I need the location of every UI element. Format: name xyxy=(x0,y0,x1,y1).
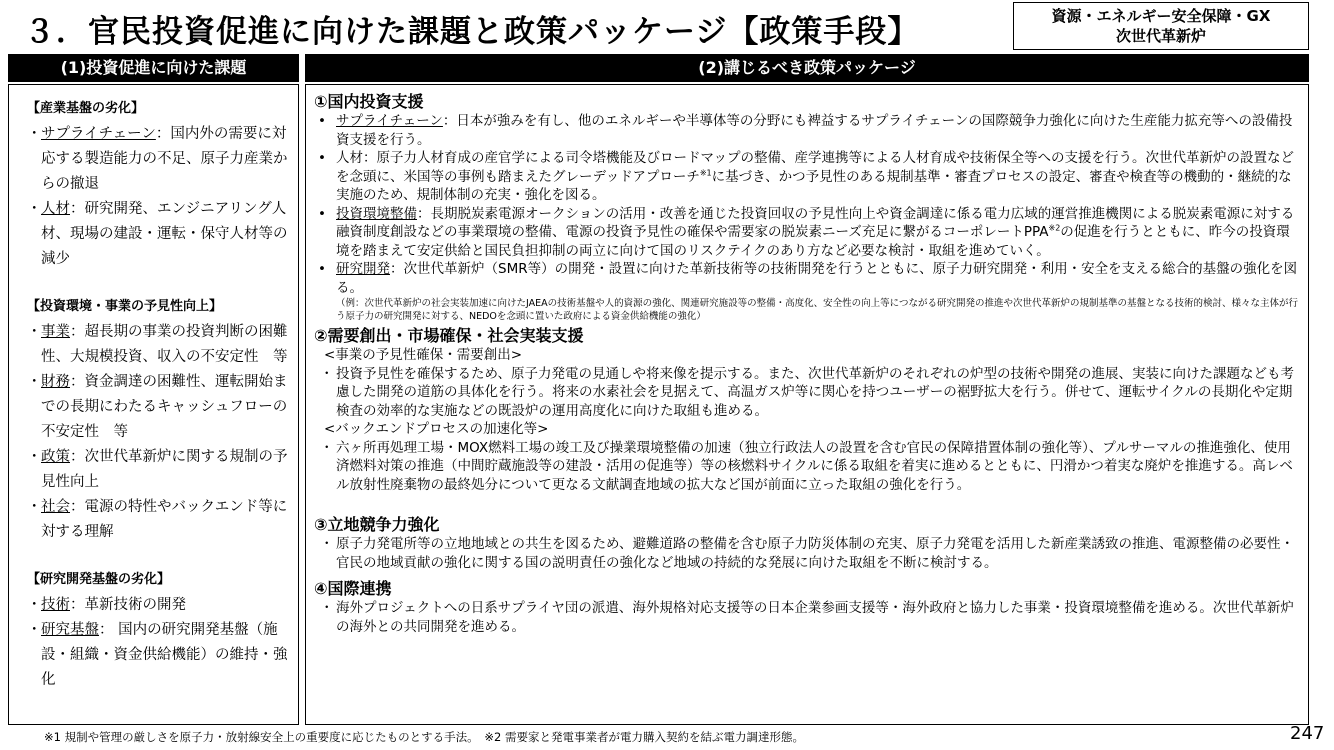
policy-heading: ①国内投資支援 xyxy=(314,92,424,111)
left-column-header: (1)投資促進に向けた課題 xyxy=(8,54,299,82)
issue-item: ・ 技術：革新技術の開発 xyxy=(27,593,292,618)
issue-item: ・ 研究基盤： 国内の研究開発基盤（施設・組織・資金供給機能）の維持・強化 xyxy=(27,618,292,693)
issue-item: ・ 人材：研究開発、エンジニアリング人材、現場の建設・運転・保守人材等の減少 xyxy=(27,197,292,272)
bullet: • xyxy=(318,150,326,166)
category-tag-line1: 資源・エネルギー安全保障・GX xyxy=(1051,7,1271,25)
bullet: ・ xyxy=(320,439,334,456)
issue-item: ・ 政策：次世代革新炉に関する規制の予見性向上 xyxy=(27,445,292,495)
bullet: ・ xyxy=(27,449,42,465)
sub-heading: <事業の予見性確保・需要創出> xyxy=(324,347,523,363)
issue-item: ・ サプライチェーン：国内外の需要に対応する製造能力の不足、原子力産業からの撤退 xyxy=(27,122,292,197)
policy-bullet: • 人材：原子力人材育成の産官学による司令塔機能及びロードマップの整備、産学連携等による人材育成や技術保全等への支援を行う。次世代革新炉の設置などを念頭に、米国等の事例も踏まえたグレーデッドアプローチ$^{※1}$に基づき、かつ予見性のある規制基準・審査プロセスの設定、審査や検査等の機動的・継続的な実施のため、規制体制の充実・強化を図る。 xyxy=(318,150,1294,203)
bullet: ・ xyxy=(27,201,42,217)
footnotes: ※1 規制や管理の厳しさを原子力・放射線安全上の重要度に応じたものとする手法。 ※2 需要家と発電事業者が電力購入契約を結ぶ電力調達形態。 xyxy=(44,730,804,744)
policy-paragraph: ・ 六ヶ所再処理工場・MOX燃料工場の竣工及び操業環境整備の加速（独立行政法人の設置を含む官民の保障措置体制の強化等）、プルサーマルの推進強化、使用済燃料対策の推進（中間貯蔵施設等の建設・活用の促進等）等の核燃料サイクルに係る取組を着実に進めるとともに、円滑かつ着実な廃炉を推進する。高レベル放射性廃棄物の最終処分について更なる文献調査地域の拡大など国が前面に立った取組の強化を行う。 xyxy=(320,439,1293,493)
category-tag xyxy=(1013,2,1309,50)
policy-heading: ③立地競争力強化 xyxy=(314,515,440,534)
bullet: ・ xyxy=(320,600,334,616)
policy-paragraph: ・ 海外プロジェクトへの日系サプライヤ団の派遣、海外規格対応支援等の日本企業参画支援等・海外政府と協力した事業・投資環境整備を進める。次世代革新炉の海外との共同開発を進める。 xyxy=(320,600,1294,635)
bullet: • xyxy=(318,261,326,277)
bullet: ・ xyxy=(320,536,334,552)
section-heading: 【投資環境・事業の予見性向上】 xyxy=(27,299,223,314)
example-note: （例：次世代革新炉の社会実装加速に向けたJAEAの技術基盤や人的資源の強化、関連研究施設等の整備・高度化、安全性の向上等につながる研究開発の推進や次世代革新炉の規制基準の基盤となる技術的検討、様々な主体が行う原子力の研究開発に対する、NEDOを念頭に置いた政府による資金供給機能の強化） xyxy=(336,298,1298,322)
sub-heading: <バックエンドプロセスの加速化等> xyxy=(324,421,549,437)
page-title: ３．官民投資促進に向けた課題と政策パッケージ【政策手段】 xyxy=(24,14,920,50)
issues-panel xyxy=(8,84,299,725)
category-tag-line2: 次世代革新炉 xyxy=(1115,27,1206,45)
page-number: 247 xyxy=(1290,723,1325,744)
bullet: ・ xyxy=(320,365,334,382)
policy-bullet: • 投資環境整備：長期脱炭素電源オークションの活用・改善を通じた投資回収の予見性向上や資金調達に係る電力広域的運営推進機関による脱炭素電源に対する融資制度創設などの事業環境の整備、電源の投資予見性の確保や需要家の脱炭素ニーズ充足に繋がるコーポレートPPA$^{※2}$の促進を行うとともに、昨今の投資環境を踏まえて安定供給と国民負担抑制の両立に向けて国のリスクテイクのあり方など必要な検討・取組を進めていく。 xyxy=(318,205,1295,259)
section-heading: 【産業基盤の劣化】 xyxy=(27,101,145,116)
policy-bullet: • 研究開発：次世代革新炉（SMR等）の開発・設置に向けた革新技術等の技術開発を行うとともに、原子力研究開発・利用・安全を支える総合的基盤の強化を図る。 xyxy=(318,261,1298,296)
bullet: ・ xyxy=(27,374,42,390)
policy-heading: ②需要創出・市場確保・社会実装支援 xyxy=(314,326,584,345)
bullet: • xyxy=(318,205,326,222)
issue-item: ・ 財務：資金調達の困難性、運転開始までの長期にわたるキャッシュフローの不安定性 等 xyxy=(27,370,292,445)
policy-bullet: • サプライチェーン：日本が強みを有し、他のエネルギーや半導体等の分野にも裨益するサプライチェーンの国際競争力強化に向けた生産能力拡充等への設備投資支援を行う。 xyxy=(318,113,1293,148)
issue-item: ・ 社会：電源の特性やバックエンド等に対する理解 xyxy=(27,495,292,545)
policy-panel xyxy=(305,84,1309,725)
bullet: ・ xyxy=(27,597,42,613)
policy-paragraph: ・ 投資予見性を確保するため、原子力発電の見通しや将来像を提示する。また、次世代革新炉のそれぞれの炉型の技術や開発の進展、実装に向けた課題なども考慮した開発の道筋の具体化を行う。将来の水素社会を見据えて、高温ガス炉等に関心を持つユーザーの裾野拡大を行う。併せて、運転サイクルの長期化や定期検査の効率的な実施などの既設炉の運用高度化に向けた取組も進める。 xyxy=(320,365,1294,419)
right-column-header: (2)講じるべき政策パッケージ xyxy=(305,54,1309,82)
bullet: ・ xyxy=(27,324,42,340)
bullet: ・ xyxy=(27,126,42,142)
policy-paragraph: ・ 原子力発電所等の立地地域との共生を図るため、避難道路の整備を含む原子力防災体制の充実、原子力発電を活用した新産業誘致の推進、電源整備の必要性・官民の地域貢献の強化に関する国の説明責任の強化など地域の持続的な発展に向けた取組を不断に検討する。 xyxy=(320,536,1294,571)
bullet: ・ xyxy=(27,499,42,515)
bullet: • xyxy=(318,113,326,129)
bullet: ・ xyxy=(27,622,42,638)
issue-item: ・ 事業：超長期の事業の投資判断の困難性、大規模投資、収入の不安定性 等 xyxy=(27,320,292,370)
policy-heading: ④国際連携 xyxy=(314,579,392,598)
section-heading: 【研究開発基盤の劣化】 xyxy=(27,572,171,587)
